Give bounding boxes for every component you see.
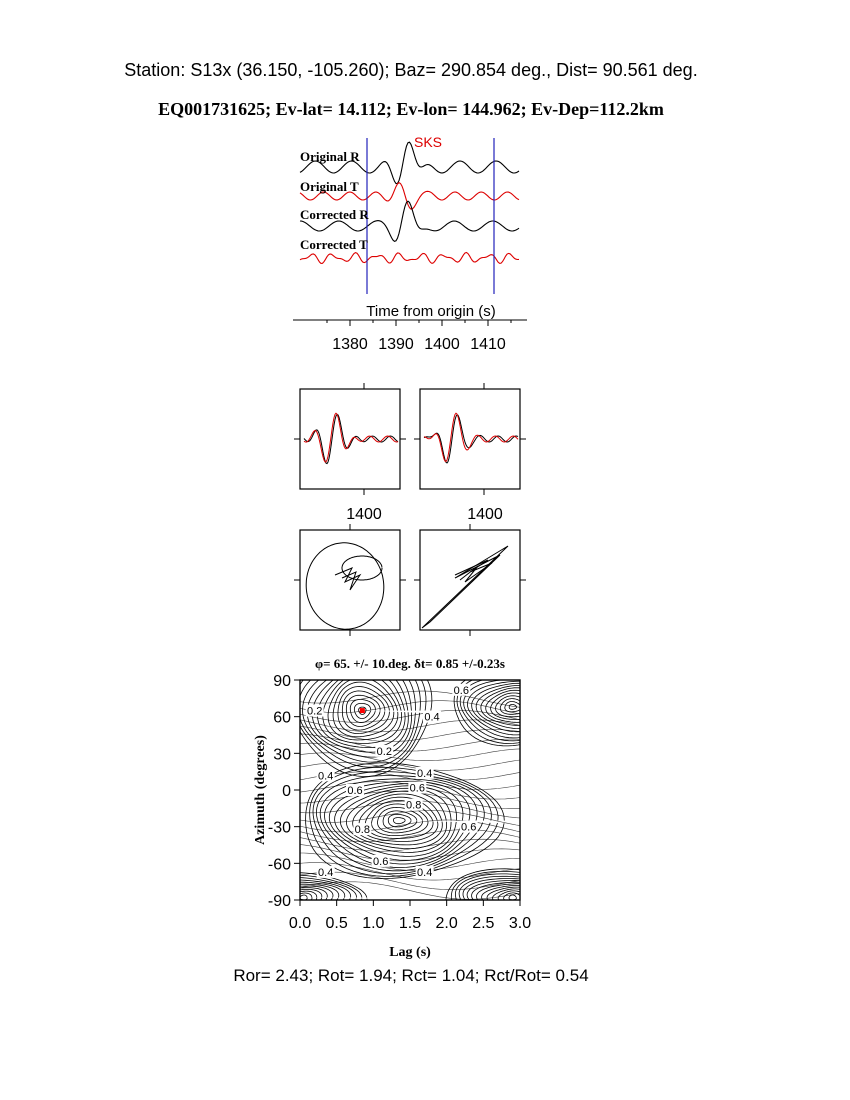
azimuth-tick-label: -90 bbox=[267, 893, 291, 910]
particle-line-right bbox=[422, 546, 508, 628]
contour-label: 0.6 bbox=[409, 782, 425, 795]
contour-label: 0.4 bbox=[318, 866, 334, 879]
waveform-red-trace bbox=[304, 413, 398, 462]
lag-tick-label: 2.5 bbox=[472, 915, 495, 932]
trace-label-original-r: Original R bbox=[300, 149, 360, 164]
contour-label: 0.2 bbox=[307, 705, 323, 718]
particle-loop-left bbox=[306, 543, 384, 629]
time-axis-label: Time from origin (s) bbox=[366, 303, 496, 320]
waveform-red-trace bbox=[424, 413, 518, 461]
particle-motion-panel bbox=[294, 524, 526, 636]
waveform-box-right bbox=[420, 389, 520, 489]
azimuth-tick-label: 0 bbox=[282, 783, 291, 800]
lag-tick-label: 0.0 bbox=[288, 915, 312, 932]
best-fit-marker bbox=[360, 708, 365, 713]
contour-label: 0.8 bbox=[354, 824, 370, 837]
contour-label: 0.6 bbox=[461, 821, 477, 834]
azimuth-tick-label: 30 bbox=[273, 746, 291, 764]
waveform-black-trace bbox=[304, 414, 398, 463]
waveform-right-xtick-label: 1400 bbox=[467, 506, 503, 523]
station-line: Station: S13x (36.150, -105.260); Baz= 290.854 deg., Dist= 90.561 deg. bbox=[124, 60, 698, 80]
contour-line bbox=[393, 818, 405, 824]
azimuth-tick-label: 60 bbox=[273, 709, 291, 727]
lag-axis-label: Lag (s) bbox=[389, 945, 431, 960]
contour-label: 0.4 bbox=[318, 770, 334, 783]
waveform-left-xtick-label: 1400 bbox=[346, 506, 382, 523]
time-tick-label: 1390 bbox=[378, 336, 414, 353]
particle-motion-traces bbox=[294, 524, 526, 636]
waveform-traces bbox=[294, 383, 526, 495]
contour-line bbox=[388, 814, 411, 827]
azimuth-tick-label: -60 bbox=[267, 856, 291, 874]
contour-label: 0.8 bbox=[406, 799, 422, 812]
time-tick-label: 1400 bbox=[424, 336, 460, 353]
time-tick-label: 1410 bbox=[470, 336, 506, 353]
contour-label: 0.6 bbox=[373, 855, 389, 868]
azimuth-axis-label: Azimuth (degrees) bbox=[253, 735, 268, 845]
lag-tick-label: 2.0 bbox=[435, 915, 458, 932]
contour-band-line bbox=[300, 820, 520, 832]
contour-band-line bbox=[300, 753, 520, 771]
contour-panel bbox=[246, 652, 587, 960]
trace-corrected-t bbox=[300, 253, 519, 264]
contour-line bbox=[300, 895, 307, 900]
waveform-black-trace bbox=[424, 415, 518, 463]
waveform-box-left bbox=[300, 389, 400, 489]
contour-label: 0.4 bbox=[417, 767, 433, 780]
time-axis-ticks bbox=[327, 320, 511, 353]
trace-label-corrected-t: Corrected T bbox=[300, 237, 368, 252]
stats-line: Ror= 2.43; Rot= 1.94; Rct= 1.04; Rct/Rot= 0.54 bbox=[233, 966, 589, 985]
contour-label: 0.6 bbox=[347, 785, 363, 797]
lag-tick-label: 1.0 bbox=[362, 915, 385, 932]
contour-label: 0.2 bbox=[376, 745, 392, 758]
contour-label: 0.4 bbox=[417, 866, 433, 879]
contour-label: 0.6 bbox=[453, 684, 469, 697]
contour-label: 0.4 bbox=[424, 711, 440, 724]
time-tick-label: 1380 bbox=[332, 336, 368, 353]
contour-line bbox=[509, 895, 516, 900]
seismogram-panel bbox=[293, 134, 527, 353]
contour-band-line bbox=[300, 743, 520, 761]
azimuth-tick-label: -30 bbox=[267, 819, 291, 837]
trace-label-original-t: Original T bbox=[300, 179, 359, 194]
azimuth-tick-label: 90 bbox=[273, 673, 291, 690]
lag-tick-label: 1.5 bbox=[398, 915, 422, 932]
trace-label-corrected-r: Corrected R bbox=[300, 207, 369, 222]
contour-line bbox=[505, 702, 521, 712]
phase-label-sks: SKS bbox=[414, 134, 443, 150]
lag-tick-label: 3.0 bbox=[508, 915, 532, 932]
event-line: EQ001731625; Ev-lat= 14.112; Ev-lon= 144.962; Ev-Dep=112.2km bbox=[158, 99, 664, 119]
waveform-comparison-panel bbox=[294, 383, 526, 523]
contour-title: φ= 65. +/- 10.deg. δt= 0.85 +/-0.23s bbox=[314, 656, 506, 671]
lag-tick-label: 0.5 bbox=[325, 915, 348, 932]
